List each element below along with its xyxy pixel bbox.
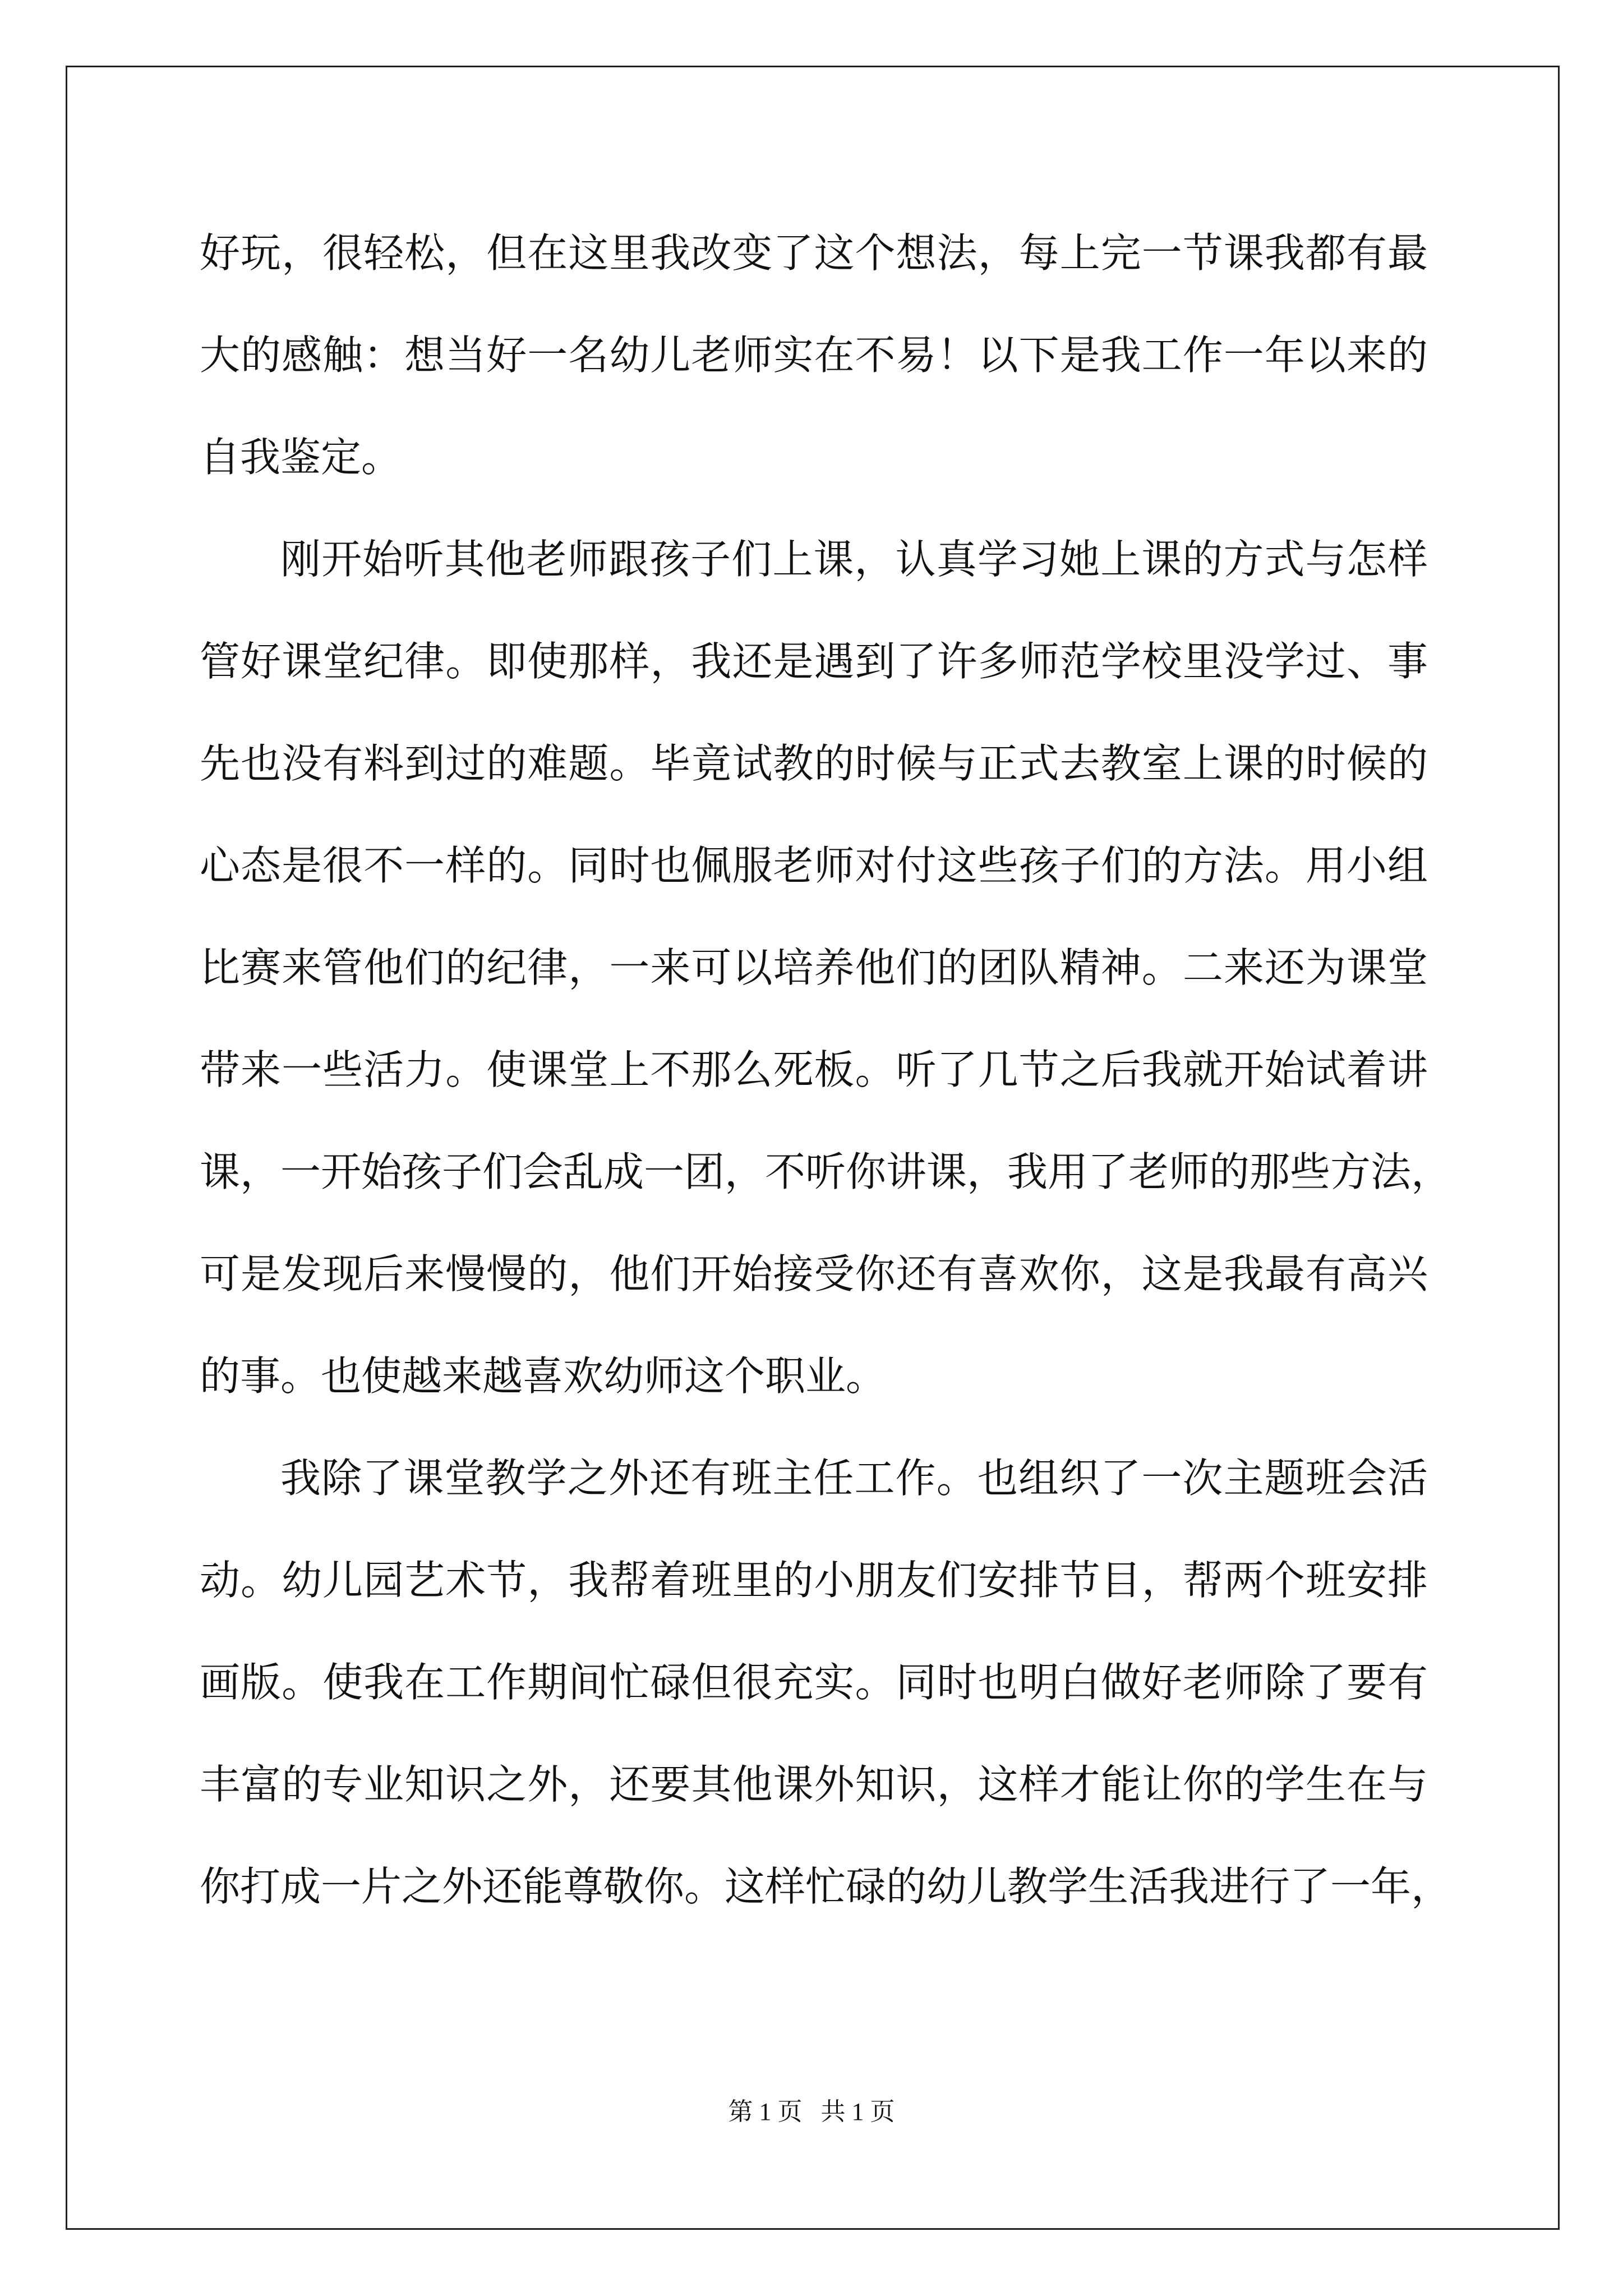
text-line: 可是发现后来慢慢的，他们开始接受你还有喜欢你，这是我最有高兴 — [200, 1250, 1428, 1297]
page-footer: 第 1 页 共 1 页 — [728, 2098, 895, 2125]
text-line: 你打成一片之外还能尊敬你。这样忙碌的幼儿教学生活我进行了一年， — [200, 1863, 1452, 1910]
text-line: 画版。使我在工作期间忙碌但很充实。同时也明白做好老师除了要有 — [200, 1659, 1428, 1706]
text-line: 比赛来管他们的纪律，一来可以培养他们的团队精神。二来还为课堂 — [200, 944, 1428, 991]
text-line: 先也没有料到过的难题。毕竟试教的时候与正式去教室上课的时候的 — [200, 740, 1428, 787]
text-line: 带来一些活力。使课堂上不那么死板。听了几节之后我就开始试着讲 — [200, 1046, 1428, 1093]
text-line: 刚开始听其他老师跟孩子们上课，认真学习她上课的方式与怎样 — [280, 536, 1428, 583]
text-line: 心态是很不一样的。同时也佩服老师对付这些孩子们的方法。用小组 — [200, 842, 1428, 889]
text-line: 管好课堂纪律。即使那样，我还是遇到了许多师范学校里没学过、事 — [200, 638, 1428, 685]
text-line: 自我鉴定。 — [200, 434, 402, 481]
text-line: 我除了课堂教学之外还有班主任工作。也组织了一次主题班会活 — [280, 1455, 1428, 1502]
text-line: 丰富的专业知识之外，还要其他课外知识，这样才能让你的学生在与 — [200, 1761, 1428, 1808]
text-line: 动。幼儿园艺术节，我帮着班里的小朋友们安排节目，帮两个班安排 — [200, 1557, 1428, 1604]
text-line: 课，一开始孩子们会乱成一团，不听你讲课，我用了老师的那些方法， — [200, 1148, 1452, 1195]
text-line: 的事。也使越来越喜欢幼师这个职业。 — [200, 1352, 887, 1400]
document-body — [200, 202, 1452, 1938]
text-line: 大的感触：想当好一名幼儿老师实在不易！以下是我工作一年以来的 — [200, 332, 1428, 379]
text-line: 好玩，很轻松，但在这里我改变了这个想法，每上完一节课我都有最 — [200, 229, 1428, 277]
